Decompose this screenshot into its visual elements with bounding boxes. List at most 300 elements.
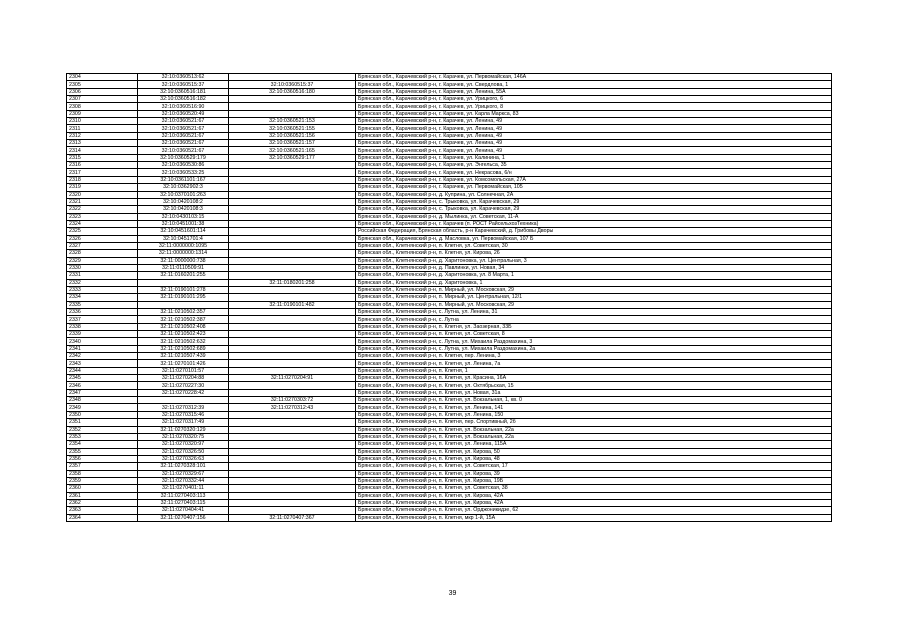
- table-row: [67, 485, 832, 492]
- table-row: [67, 441, 832, 448]
- row-number-cell: 2362: [67, 499, 138, 506]
- parent-cadastral-cell: [229, 331, 356, 338]
- parent-cadastral-cell: [229, 316, 356, 323]
- table-row: [67, 118, 832, 125]
- address-cell: Брянская обл., Карачевский р-н, г. Карачев, ул. Урицкого, 8: [356, 103, 832, 110]
- cadastral-number-cell: 32:10:0360521:67: [138, 132, 229, 139]
- parent-cadastral-cell: [229, 360, 356, 367]
- parent-cadastral-cell: [229, 441, 356, 448]
- parent-cadastral-cell: [229, 286, 356, 293]
- parent-cadastral-cell: [229, 323, 356, 330]
- address-cell: Брянская обл., Карачевский р-н, г. Карачев, ул. Ленина, 49: [356, 140, 832, 147]
- table-row: [67, 389, 832, 396]
- parent-cadastral-cell: [229, 367, 356, 374]
- cadastral-number-cell: 32:11:0000000:1095: [138, 242, 229, 249]
- parent-cadastral-cell: [229, 499, 356, 506]
- table-row: [67, 103, 832, 110]
- cadastral-number-cell: 32:10:0430103:15: [138, 213, 229, 220]
- address-cell: Брянская обл., Клетнянский р-н, п. Клетня, мкр 1-й, 15А: [356, 514, 832, 521]
- row-number-cell: 2348: [67, 397, 138, 404]
- cadastral-number-cell: 32:10:0360521:67: [138, 118, 229, 125]
- address-cell: Брянская обл., Клетнянский р-н, п. Клетня, ул. Советская, 30: [356, 242, 832, 249]
- table-row: [67, 448, 832, 455]
- address-cell: Брянская обл., Карачевский р-н, г. Карачев, ул. Ленина, 49: [356, 125, 832, 132]
- cadastral-number-cell: 32:10:0360521:67: [138, 140, 229, 147]
- address-cell: Брянская обл., Карачевский р-н, д. Масловка, ул. Первомайская, 107 Б: [356, 235, 832, 242]
- address-cell: Брянская обл., Клетнянский р-н, д. Харитоновка, ул. Центральная, 3: [356, 257, 832, 264]
- table-row: [67, 455, 832, 462]
- table-row: [67, 331, 832, 338]
- parent-cadastral-cell: 32:10:0360521:165: [229, 147, 356, 154]
- parent-cadastral-cell: 32:11:0270303:72: [229, 397, 356, 404]
- cadastral-number-cell: 32:11:0270315:46: [138, 411, 229, 418]
- cadastral-number-cell: 32:11:0270320:97: [138, 441, 229, 448]
- cadastral-number-cell: 32:11:0000000:1314: [138, 250, 229, 257]
- cadastral-number-cell: 32:10:0360529:179: [138, 154, 229, 161]
- address-cell: Брянская обл., Карачевский р-н, г. Карачев, ул. Первомайская, 146А: [356, 74, 832, 81]
- address-cell: Брянская обл., Карачевский р-н, г. Карачев, ул. Калинина, 1: [356, 154, 832, 161]
- parent-cadastral-cell: [229, 294, 356, 301]
- address-cell: Брянская обл., Карачевский р-н, г. Карачев, ул. Некрасова, 6/н: [356, 169, 832, 176]
- cadastral-number-cell: 32:11:0190101:278: [138, 286, 229, 293]
- parent-cadastral-cell: [229, 507, 356, 514]
- address-cell: Брянская обл., Карачевский р-н, г. Карачев, ул. Ленина, 49: [356, 147, 832, 154]
- cadastral-number-cell: 32:11:0270326:50: [138, 448, 229, 455]
- parent-cadastral-cell: [229, 492, 356, 499]
- parent-cadastral-cell: [229, 485, 356, 492]
- address-cell: Брянская обл., Клетнянский р-н, п. Клетня, ул. Советская, 38: [356, 485, 832, 492]
- parent-cadastral-cell: [229, 96, 356, 103]
- parent-cadastral-cell: [229, 470, 356, 477]
- table-row: [67, 294, 832, 301]
- address-cell: Брянская обл., Клетнянский р-н, п. Клетня, ул. Кирова, 50: [356, 448, 832, 455]
- address-cell: Брянская обл., Карачевский р-н, с. Трыковка, ул. Карачевская, 29: [356, 206, 832, 213]
- address-cell: Брянская обл., Карачевский р-н, д. Куприна, ул. Солнечная, 2А: [356, 191, 832, 198]
- address-cell: Брянская обл., Клетнянский р-н, п. Клетня, ул. Вокзальная, 22а: [356, 426, 832, 433]
- table-row: [67, 499, 832, 506]
- parent-cadastral-cell: [229, 477, 356, 484]
- cadastral-number-cell: 32:11:0270404:41: [138, 507, 229, 514]
- cadastral-number-cell: 32:10:0420108:2: [138, 198, 229, 205]
- table-row: [67, 213, 832, 220]
- row-number-cell: 2321: [67, 198, 138, 205]
- table-row: [67, 309, 832, 316]
- cadastral-number-cell: 32:11:0210502:408: [138, 323, 229, 330]
- cadastral-number-cell: 32:10:0360516:90: [138, 103, 229, 110]
- address-cell: Брянская обл., Клетнянский р-н, п. Клетня, ул. Вокзальная, 22а: [356, 433, 832, 440]
- cadastral-number-cell: 32:11:0270101:426: [138, 360, 229, 367]
- address-cell: Брянская обл., Клетнянский р-н, п. Клетня, ул. Ленина, 115А: [356, 441, 832, 448]
- table-row: [67, 470, 832, 477]
- row-number-cell: 2360: [67, 485, 138, 492]
- table-row: [67, 353, 832, 360]
- parent-cadastral-cell: [229, 176, 356, 183]
- row-number-cell: 2326: [67, 235, 138, 242]
- parent-cadastral-cell: [229, 184, 356, 191]
- table-row: [67, 316, 832, 323]
- parent-cadastral-cell: 32:11:0180201:258: [229, 279, 356, 286]
- parent-cadastral-cell: [229, 382, 356, 389]
- cadastral-number-cell: 32:11:0210502:387: [138, 316, 229, 323]
- address-cell: Брянская обл., Карачевский р-н, д. Мылинка, ул. Советская, 11-А: [356, 213, 832, 220]
- table-row: [67, 140, 832, 147]
- cadastral-number-cell: 32:10:0360516:181: [138, 88, 229, 95]
- table-row: [67, 507, 832, 514]
- parent-cadastral-cell: [229, 426, 356, 433]
- row-number-cell: 2331: [67, 272, 138, 279]
- table-row: [67, 169, 832, 176]
- parent-cadastral-cell: [229, 74, 356, 81]
- row-number-cell: 2312: [67, 132, 138, 139]
- parent-cadastral-cell: [229, 235, 356, 242]
- row-number-cell: 2343: [67, 360, 138, 367]
- table-row: [67, 96, 832, 103]
- property-table: [66, 73, 832, 522]
- table-row: [67, 220, 832, 227]
- table-row: [67, 110, 832, 117]
- address-cell: Брянская обл., Клетнянский р-н, д. Харитоновка, 1: [356, 279, 832, 286]
- address-cell: Брянская обл., Карачевский р-н, г. Карачев (п. РОСТ РайсельхозТехника): [356, 220, 832, 227]
- row-number-cell: 2334: [67, 294, 138, 301]
- cadastral-number-cell: 32:10:0360533:25: [138, 169, 229, 176]
- row-number-cell: 2330: [67, 264, 138, 271]
- address-cell: Брянская обл., Карачевский р-н, с. Трыковка, ул. Карачевская, 29: [356, 198, 832, 205]
- address-cell: Брянская обл., Клетнянский р-н, д. Харитоновка, ул. 8 Марта, 1: [356, 272, 832, 279]
- parent-cadastral-cell: [229, 419, 356, 426]
- table-row: [67, 492, 832, 499]
- parent-cadastral-cell: 32:11:0270204:91: [229, 375, 356, 382]
- address-cell: Брянская обл., Клетнянский р-н, п. Клетня, пер. Ленина, 3: [356, 353, 832, 360]
- table-row: [67, 463, 832, 470]
- table-row: [67, 426, 832, 433]
- address-cell: Брянская обл., Карачевский р-н, г. Карачев, ул. Первомайская, 105: [356, 184, 832, 191]
- row-number-cell: 2339: [67, 331, 138, 338]
- row-number-cell: 2325: [67, 228, 138, 235]
- parent-cadastral-cell: [229, 228, 356, 235]
- table-row: [67, 272, 832, 279]
- row-number-cell: 2323: [67, 213, 138, 220]
- parent-cadastral-cell: [229, 220, 356, 227]
- address-cell: Брянская обл., Карачевский р-н, г. Карачев, ул. Ленина, 49: [356, 132, 832, 139]
- address-cell: Брянская обл., Клетнянский р-н, п. Клетня, ул. Ленина, 150: [356, 411, 832, 418]
- table-row: [67, 154, 832, 161]
- parent-cadastral-cell: 32:10:0360516:180: [229, 88, 356, 95]
- row-number-cell: 2315: [67, 154, 138, 161]
- cadastral-number-cell: 32:10:0360521:67: [138, 147, 229, 154]
- cadastral-number-cell: 32:10:0360515:37: [138, 81, 229, 88]
- cadastral-number-cell: 32:11:0160201:255: [138, 272, 229, 279]
- cadastral-number-cell: 32:11:0270204:88: [138, 375, 229, 382]
- table-row: [67, 257, 832, 264]
- parent-cadastral-cell: [229, 272, 356, 279]
- row-number-cell: 2358: [67, 470, 138, 477]
- row-number-cell: 2316: [67, 162, 138, 169]
- row-number-cell: 2361: [67, 492, 138, 499]
- table-row: [67, 176, 832, 183]
- cadastral-number-cell: 32:11:0210502:423: [138, 331, 229, 338]
- table-row: [67, 191, 832, 198]
- row-number-cell: 2310: [67, 118, 138, 125]
- row-number-cell: 2340: [67, 338, 138, 345]
- parent-cadastral-cell: 32:10:0360521:153: [229, 118, 356, 125]
- row-number-cell: 2337: [67, 316, 138, 323]
- row-number-cell: 2319: [67, 184, 138, 191]
- cadastral-number-cell: 32:10:0370101:263: [138, 191, 229, 198]
- row-number-cell: 2327: [67, 242, 138, 249]
- address-cell: Брянская обл., Клетнянский р-н, п. Клетня, ул. Кирова, 42А: [356, 499, 832, 506]
- row-number-cell: 2342: [67, 353, 138, 360]
- parent-cadastral-cell: [229, 455, 356, 462]
- table-row: [67, 397, 832, 404]
- table-row: [67, 235, 832, 242]
- row-number-cell: 2355: [67, 448, 138, 455]
- row-number-cell: 2311: [67, 125, 138, 132]
- cadastral-number-cell: 32:11:0210507:439: [138, 353, 229, 360]
- row-number-cell: 2318: [67, 176, 138, 183]
- table-row: [67, 74, 832, 81]
- cadastral-number-cell: [138, 397, 229, 404]
- cadastral-number-cell: 32:11:0270312:39: [138, 404, 229, 411]
- address-cell: Брянская обл., Карачевский р-н, г. Карачев, ул. Энгельса, 35: [356, 162, 832, 169]
- address-cell: Брянская обл., Клетнянский р-н, п. Клетня, 1: [356, 367, 832, 374]
- address-cell: Брянская обл., Клетнянский р-н, п. Клетня, ул. Заозерная, 33Б: [356, 323, 832, 330]
- row-number-cell: 2314: [67, 147, 138, 154]
- table-row: [67, 132, 832, 139]
- row-number-cell: 2313: [67, 140, 138, 147]
- cadastral-number-cell: 32:11:0270228:42: [138, 389, 229, 396]
- row-number-cell: 2345: [67, 375, 138, 382]
- parent-cadastral-cell: 32:11:0270312:43: [229, 404, 356, 411]
- address-cell: Брянская обл., Клетнянский р-н, п. Клетня, пер. Спортивный, 2б: [356, 419, 832, 426]
- cadastral-number-cell: 32:10:0451001:38: [138, 220, 229, 227]
- cadastral-number-cell: [138, 301, 229, 308]
- cadastral-number-cell: 32:11:0270320:129: [138, 426, 229, 433]
- table-row: [67, 228, 832, 235]
- address-cell: Брянская обл., Карачевский р-н, г. Карачев, ул. Карла Маркса, 83: [356, 110, 832, 117]
- table-row: [67, 81, 832, 88]
- parent-cadastral-cell: [229, 206, 356, 213]
- row-number-cell: 2344: [67, 367, 138, 374]
- table-row: [67, 433, 832, 440]
- cadastral-number-cell: 32:10:0360520:49: [138, 110, 229, 117]
- parent-cadastral-cell: [229, 191, 356, 198]
- cadastral-number-cell: 32:11:0270403:113: [138, 492, 229, 499]
- address-cell: Брянская обл., Клетнянский р-н, п. Клетня, ул. Кирова, 19Б: [356, 477, 832, 484]
- cadastral-number-cell: [138, 279, 229, 286]
- table-row: [67, 147, 832, 154]
- parent-cadastral-cell: [229, 433, 356, 440]
- row-number-cell: 2352: [67, 426, 138, 433]
- row-number-cell: 2332: [67, 279, 138, 286]
- address-cell: Брянская обл., Клетнянский р-н, с. Лутна, ул. Ленина, 31: [356, 309, 832, 316]
- cadastral-number-cell: 32:11:0210502:357: [138, 309, 229, 316]
- address-cell: Брянская обл., Клетнянский р-н, п. Клетня, ул. Кирова, 48: [356, 455, 832, 462]
- table-row: [67, 264, 832, 271]
- row-number-cell: 2320: [67, 191, 138, 198]
- row-number-cell: 2356: [67, 455, 138, 462]
- cadastral-number-cell: 32:11:0210502:689: [138, 345, 229, 352]
- table-row: [67, 286, 832, 293]
- address-cell: Брянская обл., Клетнянский р-н, д. Павлинки, ул. Новая, 34: [356, 264, 832, 271]
- table-row: [67, 206, 832, 213]
- address-cell: Брянская обл., Клетнянский р-н, п. Клетня, ул. Красина, 16А: [356, 375, 832, 382]
- address-cell: Брянская обл., Карачевский р-н, г. Карачев, ул. Ленина, 55А: [356, 88, 832, 95]
- address-cell: Брянская обл., Клетнянский р-н, п. Клетня, ул. Кирова, 42А: [356, 492, 832, 499]
- row-number-cell: 2322: [67, 206, 138, 213]
- address-cell: Брянская обл., Карачевский р-н, г. Карачев, ул. Свердлова, 1: [356, 81, 832, 88]
- table-row: [67, 250, 832, 257]
- cadastral-number-cell: 32:10:0360513:62: [138, 74, 229, 81]
- cadastral-number-cell: 32:10:0360516:182: [138, 96, 229, 103]
- row-number-cell: 2347: [67, 389, 138, 396]
- cadastral-number-cell: 32:10:0360530:86: [138, 162, 229, 169]
- row-number-cell: 2363: [67, 507, 138, 514]
- table-row: [67, 88, 832, 95]
- address-cell: Брянская обл., Клетнянский р-н, п. Мирный, ул. Центральная, 12/1: [356, 294, 832, 301]
- address-cell: Брянская обл., Карачевский р-н, г. Карачев, ул. Ленина, 49: [356, 118, 832, 125]
- address-cell: Брянская обл., Клетнянский р-н, п. Мирный, ул. Московская, 29: [356, 286, 832, 293]
- table-row: [67, 162, 832, 169]
- address-cell: Брянская обл., Клетнянский р-н, п. Мирный, ул. Московская, 29: [356, 301, 832, 308]
- row-number-cell: 2354: [67, 441, 138, 448]
- row-number-cell: 2341: [67, 345, 138, 352]
- cadastral-number-cell: 32:11:0270328:101: [138, 463, 229, 470]
- table-row: [67, 382, 832, 389]
- cadastral-number-cell: 32:11:0270101:57: [138, 367, 229, 374]
- parent-cadastral-cell: [229, 198, 356, 205]
- row-number-cell: 2336: [67, 309, 138, 316]
- row-number-cell: 2350: [67, 411, 138, 418]
- address-cell: Брянская обл., Клетнянский р-н, п. Клетня, ул. Советская, 8: [356, 331, 832, 338]
- parent-cadastral-cell: 32:10:0360521:157: [229, 140, 356, 147]
- table-row: [67, 404, 832, 411]
- parent-cadastral-cell: 32:11:0190101:482: [229, 301, 356, 308]
- table-row: [67, 279, 832, 286]
- row-number-cell: 2304: [67, 74, 138, 81]
- row-number-cell: 2306: [67, 88, 138, 95]
- table-row: [67, 184, 832, 191]
- row-number-cell: 2335: [67, 301, 138, 308]
- row-number-cell: 2328: [67, 250, 138, 257]
- parent-cadastral-cell: [229, 242, 356, 249]
- cadastral-number-cell: 32:11:0270317:49: [138, 419, 229, 426]
- cadastral-number-cell: 32:11:0270326:63: [138, 455, 229, 462]
- address-cell: Брянская обл., Клетнянский р-н, п. Клетня, ул. Вокзальная, 1, кв. 0: [356, 397, 832, 404]
- cadastral-number-cell: 32:11:0190101:295: [138, 294, 229, 301]
- row-number-cell: 2357: [67, 463, 138, 470]
- parent-cadastral-cell: [229, 250, 356, 257]
- cadastral-number-cell: 32:10:0361101:167: [138, 176, 229, 183]
- table-row: [67, 477, 832, 484]
- address-cell: Брянская обл., Карачевский р-н, г. Карачев, ул. Урицкого, 6: [356, 96, 832, 103]
- cadastral-number-cell: 32:11:0270407:156: [138, 514, 229, 521]
- table-body: [67, 74, 832, 522]
- table-row: [67, 323, 832, 330]
- page-number: 39: [448, 590, 457, 597]
- table-row: [67, 367, 832, 374]
- table-row: [67, 411, 832, 418]
- row-number-cell: 2338: [67, 323, 138, 330]
- cadastral-number-cell: 32:10:0420108:3: [138, 206, 229, 213]
- parent-cadastral-cell: [229, 389, 356, 396]
- parent-cadastral-cell: [229, 309, 356, 316]
- row-number-cell: 2308: [67, 103, 138, 110]
- parent-cadastral-cell: [229, 463, 356, 470]
- parent-cadastral-cell: 32:10:0360529:177: [229, 154, 356, 161]
- table-row: [67, 345, 832, 352]
- row-number-cell: 2317: [67, 169, 138, 176]
- row-number-cell: 2333: [67, 286, 138, 293]
- address-cell: Брянская обл., Клетнянский р-н, п. Клетня, ул. Ленина, 7а: [356, 360, 832, 367]
- address-cell: Брянская обл., Клетнянский р-н, п. Клетня, ул. Октябрьская, 15: [356, 382, 832, 389]
- table-row: [67, 198, 832, 205]
- cadastral-number-cell: 32:10:0362902:3: [138, 184, 229, 191]
- table-row: [67, 125, 832, 132]
- row-number-cell: 2309: [67, 110, 138, 117]
- cadastral-number-cell: 32:11:0270329:67: [138, 470, 229, 477]
- row-number-cell: 2349: [67, 404, 138, 411]
- parent-cadastral-cell: 32:10:0360521:155: [229, 125, 356, 132]
- table-row: [67, 338, 832, 345]
- parent-cadastral-cell: [229, 338, 356, 345]
- parent-cadastral-cell: [229, 257, 356, 264]
- row-number-cell: 2305: [67, 81, 138, 88]
- address-cell: Брянская обл., Клетнянский р-н, с. Лутна: [356, 316, 832, 323]
- cadastral-number-cell: 32:11:0270227:30: [138, 382, 229, 389]
- parent-cadastral-cell: 32:10:0360521:156: [229, 132, 356, 139]
- parent-cadastral-cell: [229, 411, 356, 418]
- row-number-cell: 2364: [67, 514, 138, 521]
- address-cell: Российская Федерация, Брянская область, р-н Карачевский, д. Грибовы Дворы: [356, 228, 832, 235]
- cadastral-number-cell: 32:10:0360521:67: [138, 125, 229, 132]
- address-cell: Брянская обл., Клетнянский р-н, п. Клетня, ул. Кирова, 26: [356, 250, 832, 257]
- table-row: [67, 301, 832, 308]
- cadastral-number-cell: 32:11:0270332:44: [138, 477, 229, 484]
- address-cell: Брянская обл., Клетнянский р-н, п. Клетня, ул. Орджоникидзе, 62: [356, 507, 832, 514]
- row-number-cell: 2351: [67, 419, 138, 426]
- parent-cadastral-cell: 32:11:0270407:367: [229, 514, 356, 521]
- parent-cadastral-cell: [229, 213, 356, 220]
- row-number-cell: 2324: [67, 220, 138, 227]
- address-cell: Брянская обл., Клетнянский р-н, п. Клетня, ул. Ленина, 141: [356, 404, 832, 411]
- cadastral-number-cell: 32:11:0110509:91: [138, 264, 229, 271]
- cadastral-number-cell: 32:10:0451701:4: [138, 235, 229, 242]
- row-number-cell: 2346: [67, 382, 138, 389]
- address-cell: Брянская обл., Клетнянский р-н, п. Клетня, ул. Кирова, 39: [356, 470, 832, 477]
- table-row: [67, 375, 832, 382]
- table-row: [67, 360, 832, 367]
- parent-cadastral-cell: [229, 162, 356, 169]
- table-row: [67, 514, 832, 521]
- cadastral-number-cell: 32:11:0000000:738: [138, 257, 229, 264]
- address-cell: Брянская обл., Клетнянский р-н, с. Лутна, ул. Михаила Раздомахина, 3: [356, 338, 832, 345]
- address-cell: Брянская обл., Клетнянский р-н, с. Лутна, ул. Михаила Раздомахина, 2а: [356, 345, 832, 352]
- parent-cadastral-cell: 32:10:0360515:37: [229, 81, 356, 88]
- cadastral-number-cell: 32:11:0270320:75: [138, 433, 229, 440]
- parent-cadastral-cell: [229, 448, 356, 455]
- row-number-cell: 2353: [67, 433, 138, 440]
- cadastral-number-cell: 32:11:0210502:632: [138, 338, 229, 345]
- parent-cadastral-cell: [229, 169, 356, 176]
- address-cell: Брянская обл., Клетнянский р-н, п. Клетня, ул. Советская, 17: [356, 463, 832, 470]
- parent-cadastral-cell: [229, 110, 356, 117]
- address-cell: Брянская обл., Клетнянский р-н, п. Клетня, ул. Новая, 31а: [356, 389, 832, 396]
- parent-cadastral-cell: [229, 264, 356, 271]
- table-row: [67, 419, 832, 426]
- cadastral-number-cell: 32:11:0270403:115: [138, 499, 229, 506]
- row-number-cell: 2307: [67, 96, 138, 103]
- parent-cadastral-cell: [229, 345, 356, 352]
